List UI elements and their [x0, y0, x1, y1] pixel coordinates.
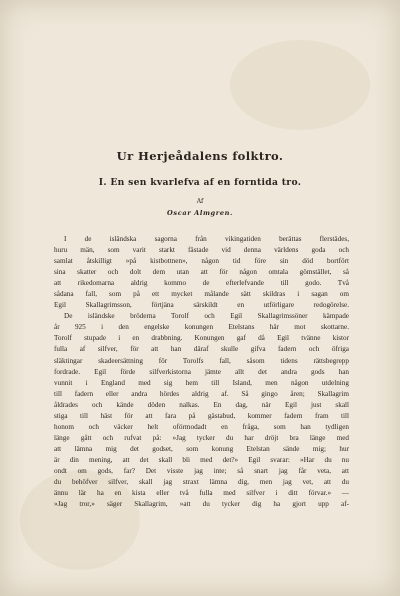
- body-line: är din mening, att det skall bli med det?» Egil svarar: »Har du nu: [54, 455, 349, 464]
- body-line: vunnit i England med sig hem till Island, men någon utdelning: [54, 378, 349, 387]
- article-title: Ur Herjeådalens folktro.: [116, 149, 284, 163]
- body-line: I de isländska sagorna från vikingatiden berättas flerstädes,: [64, 235, 349, 243]
- article-body: [54, 234, 349, 510]
- body-line: att rikedomarna aldrig kommo de efterlefvande till godo. Två: [54, 279, 349, 288]
- body-line: »Jag tror,» säger Skallagrim, »att du tycker dig ha gjort upp af-: [54, 500, 349, 509]
- body-line: länge gått och rufvat på: »Jag tycker du har dröjt bra länge med: [54, 433, 349, 442]
- body-line: huru män, som varit starkt fästade vid denna världens goda och: [54, 246, 349, 255]
- body-line: åldrades och kände döden nalkas. En dag, när Egil just skall: [54, 400, 349, 409]
- body-line: fordrade. Egil förde silfverkistorna jämte allt det andra gods han: [54, 367, 349, 376]
- body-line: ondt om gods, far? Det visste jag inte; så snart jag får veta, att: [54, 466, 349, 475]
- body-line: till fadern eller andra hördes aldrig af. Så gingo åren; Skallagrim: [54, 389, 349, 398]
- body-line: Egil Skallagrimsson, förtjäna särskildt en utförligare redogörelse.: [54, 301, 349, 310]
- body-line: sina skatter och dolt dem utan att för någon omtala gömstället, så: [54, 268, 349, 277]
- body-line: Torolf stupade i en drabbning. Konungen gaf då Egil tvänne kistor: [54, 334, 349, 343]
- body-line: De isländske bröderna Torolf och Egil Skallagrimssöner kämpade: [64, 312, 349, 321]
- body-line: honom och väcker helt oförmodadt en fråga, som han tydligen: [54, 422, 349, 431]
- author-name: Oscar Almgren.: [167, 209, 233, 217]
- body-line: du behöfver silfver, skall jag straxt lämna dig, men jag vet, att du: [54, 478, 349, 487]
- body-line: samlat åtskilligt »på kistbottnen», någon tid före sin död bortfört: [54, 257, 349, 266]
- body-line: fulla af silfver, för att han däraf skulle gifva fadern och öfriga: [54, 345, 349, 354]
- article-subtitle: I. En sen kvarlefva af en forntida tro.: [98, 177, 302, 188]
- body-line: stiga till häst för att fara på gästabud, kommer fadern fram till: [54, 411, 349, 420]
- body-line: att lämna mig det godset, som konung Etelstan sände mig; hur: [54, 444, 349, 453]
- body-line: släktingar skadeersättning för Torolfs fall, såsom tidens rättsbegrepp: [54, 356, 349, 365]
- byline-prefix: Af: [196, 198, 204, 205]
- paper-stain: [230, 40, 370, 130]
- body-line: ännu lär ha en kista eller två fulla med silfver i ditt förvar.» —: [54, 489, 349, 498]
- body-line: sådana fall, som på ett mycket målande sätt skildras i sagan om: [54, 290, 349, 299]
- body-line: år 925 i den engelske konungen Etelstans här mot skottarne.: [54, 323, 349, 332]
